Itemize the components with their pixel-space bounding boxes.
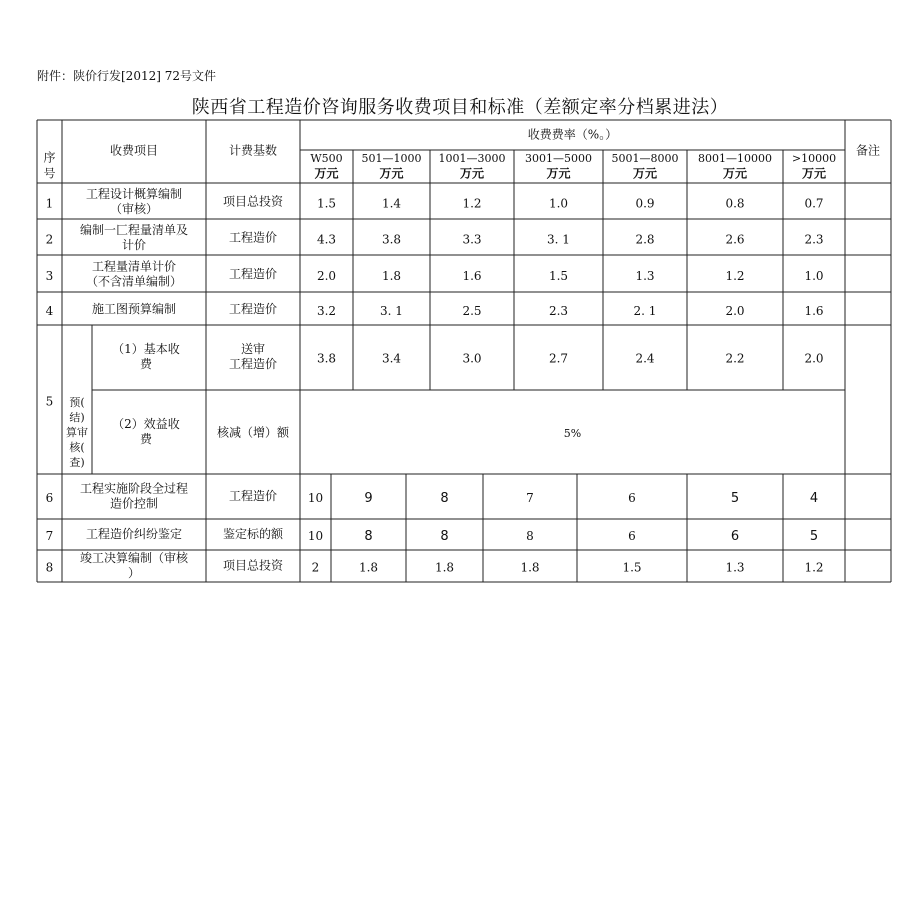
rate-value: 2.8 [635, 232, 655, 247]
rate-value: 1.5 [622, 560, 642, 575]
row5-sub2-rate: 5% [563, 427, 582, 440]
rate-bracket-range: 5001—8000 [611, 152, 679, 165]
rate-value: 1.8 [381, 269, 402, 283]
rate-value: 1.8 [434, 560, 455, 575]
rate-value: 1.6 [462, 269, 482, 283]
row-basis: 工程造价 [228, 230, 278, 245]
row-item: 计价 [121, 238, 147, 252]
rate-value: 2.3 [804, 232, 824, 247]
rate-value: 3.0 [462, 351, 482, 366]
rate-value: 1.3 [635, 269, 655, 283]
row5-vertical-label: 结) [69, 411, 85, 424]
rate-value: 8 [440, 491, 449, 506]
rate-value: 1.4 [381, 196, 402, 211]
row-item: 工程量清单计价 [91, 259, 177, 274]
rate-value: 5 [730, 491, 740, 506]
row-basis: 工程造价 [228, 267, 278, 281]
rate-bracket-range: W500 [310, 152, 343, 165]
row-basis: 工程造价 [228, 302, 278, 316]
rate-value: 2.6 [725, 232, 745, 247]
rate-value: 9 [364, 491, 373, 506]
rate-value: 6 [628, 529, 636, 543]
rate-value: 3. 1 [547, 232, 570, 247]
rate-value: 7 [526, 491, 534, 505]
rate-bracket-range: 501—1000 [361, 152, 422, 165]
rate-bracket-unit: 万元 [722, 166, 748, 181]
row5-sub2-item: 费 [139, 432, 153, 446]
rate-bracket-range: >10000 [791, 152, 837, 165]
rate-bracket-unit: 万元 [314, 166, 339, 181]
rate-bracket-unit: 万元 [546, 166, 571, 181]
attachment-note: 附件：陕价行发[2012] 72号文件 [37, 69, 216, 83]
rate-value: 2.0 [316, 269, 337, 283]
rate-value: 1.5 [316, 196, 337, 211]
rate-value: 2.0 [725, 304, 745, 318]
rate-value: 3.3 [462, 232, 482, 247]
row5-sub1-item: 费 [139, 357, 153, 371]
rate-value: 1.8 [358, 560, 379, 575]
row-number: 2 [45, 232, 54, 247]
rate-value: 10 [307, 491, 324, 505]
rate-bracket-range: 8001—10000 [698, 152, 772, 165]
row-number: 6 [45, 491, 54, 505]
row-item: （审核） [109, 202, 159, 216]
rate-bracket-unit: 万元 [632, 166, 658, 181]
rate-value: 2.7 [548, 351, 569, 366]
rate-value: 8 [440, 529, 449, 544]
rate-value: 1.0 [548, 196, 569, 211]
remark-header: 备注 [855, 143, 881, 158]
row5-sub2-basis: 核减（增）额 [216, 425, 290, 440]
rate-value: 3.8 [381, 232, 402, 247]
rate-bracket-range: 3001—5000 [525, 152, 592, 165]
row-item: （不含清单编制） [85, 274, 183, 289]
rate-value: 1.0 [804, 269, 824, 283]
row-item: 竣工决算编制（审核 [79, 551, 189, 565]
rate-bracket-unit: 万元 [379, 166, 404, 181]
rate-value: 3. 1 [380, 304, 403, 318]
row-basis: 项目总投资 [222, 558, 284, 573]
row5-vertical-label: 查) [69, 456, 85, 469]
rate-group-header: 收费费率（%。） [527, 127, 618, 142]
row5-vertical-label: 算审 [66, 426, 88, 439]
rate-value: 1.2 [462, 196, 482, 211]
rate-bracket-range: 1001—3000 [438, 152, 506, 165]
row-basis: 鉴定标的额 [222, 527, 284, 541]
rate-value: 1.2 [804, 560, 824, 575]
row5-vertical-label: 预( [69, 396, 85, 409]
rate-value: 1.8 [520, 560, 540, 575]
row-item: 工程设计概算编制 [85, 187, 183, 201]
row-number: 7 [45, 529, 54, 543]
rate-bracket-unit: 万元 [459, 166, 485, 181]
rate-value: 5 [809, 529, 819, 544]
row-item: 施工图预算编制 [91, 302, 177, 316]
rate-value: 8 [364, 529, 373, 544]
rate-value: 1.3 [725, 560, 745, 575]
row5-vertical-label: 核( [69, 441, 85, 454]
row-item: ） [127, 566, 141, 580]
basis-header: 计费基数 [228, 143, 278, 158]
row-number: 3 [45, 269, 54, 283]
row-number: 8 [45, 560, 54, 575]
rate-value: 2.5 [462, 304, 482, 318]
rate-value: 1.2 [725, 269, 745, 283]
rate-value: 0.8 [725, 196, 745, 211]
row-item: 工程实施阶段全过程 [79, 481, 189, 496]
row-number: 5 [45, 394, 54, 409]
row-item: 工程造价纠纷鉴定 [85, 527, 183, 541]
rate-value: 4 [809, 491, 819, 506]
rate-value: 0.7 [804, 196, 824, 211]
rate-bracket-unit: 万元 [801, 166, 827, 181]
seq-header: 序 [43, 150, 56, 165]
rate-value: 1.6 [804, 304, 824, 318]
rate-value: 3.4 [381, 351, 402, 366]
row5-sub2-item: （2）效益收 [112, 417, 180, 431]
rate-value: 2.0 [804, 351, 824, 366]
rate-value: 4.3 [316, 232, 337, 247]
rate-value: 2 [311, 560, 320, 575]
rate-value: 2.3 [548, 304, 569, 318]
row-number: 1 [45, 196, 54, 211]
seq-header: 号 [43, 166, 56, 181]
rate-value: 3.8 [316, 351, 337, 366]
rate-value: 10 [307, 529, 324, 543]
rate-value: 2.2 [725, 351, 745, 366]
rate-value: 6 [730, 529, 740, 544]
row-item: 造价控制 [109, 496, 159, 511]
rate-value: 2.4 [635, 351, 655, 366]
rate-value: 6 [628, 491, 636, 505]
row5-sub1-basis: 工程造价 [228, 357, 278, 371]
rate-value: 3.2 [316, 304, 337, 318]
rate-value: 8 [526, 529, 534, 543]
page-title: 陕西省工程造价咨询服务收费项目和标准（差额定率分档累进法） [191, 97, 729, 118]
item-header: 收费项目 [109, 143, 159, 158]
rate-value: 2. 1 [633, 304, 657, 318]
row-number: 4 [45, 304, 54, 318]
row-basis: 项目总投资 [222, 194, 284, 209]
rate-value: 0.9 [635, 196, 655, 211]
row5-sub1-basis: 送审 [240, 342, 266, 356]
row5-sub1-item: （1）基本收 [112, 342, 180, 356]
rate-value: 1.5 [548, 269, 569, 283]
row-item: 编制一匚程量清单及 [79, 223, 189, 237]
row-basis: 工程造价 [228, 489, 278, 503]
